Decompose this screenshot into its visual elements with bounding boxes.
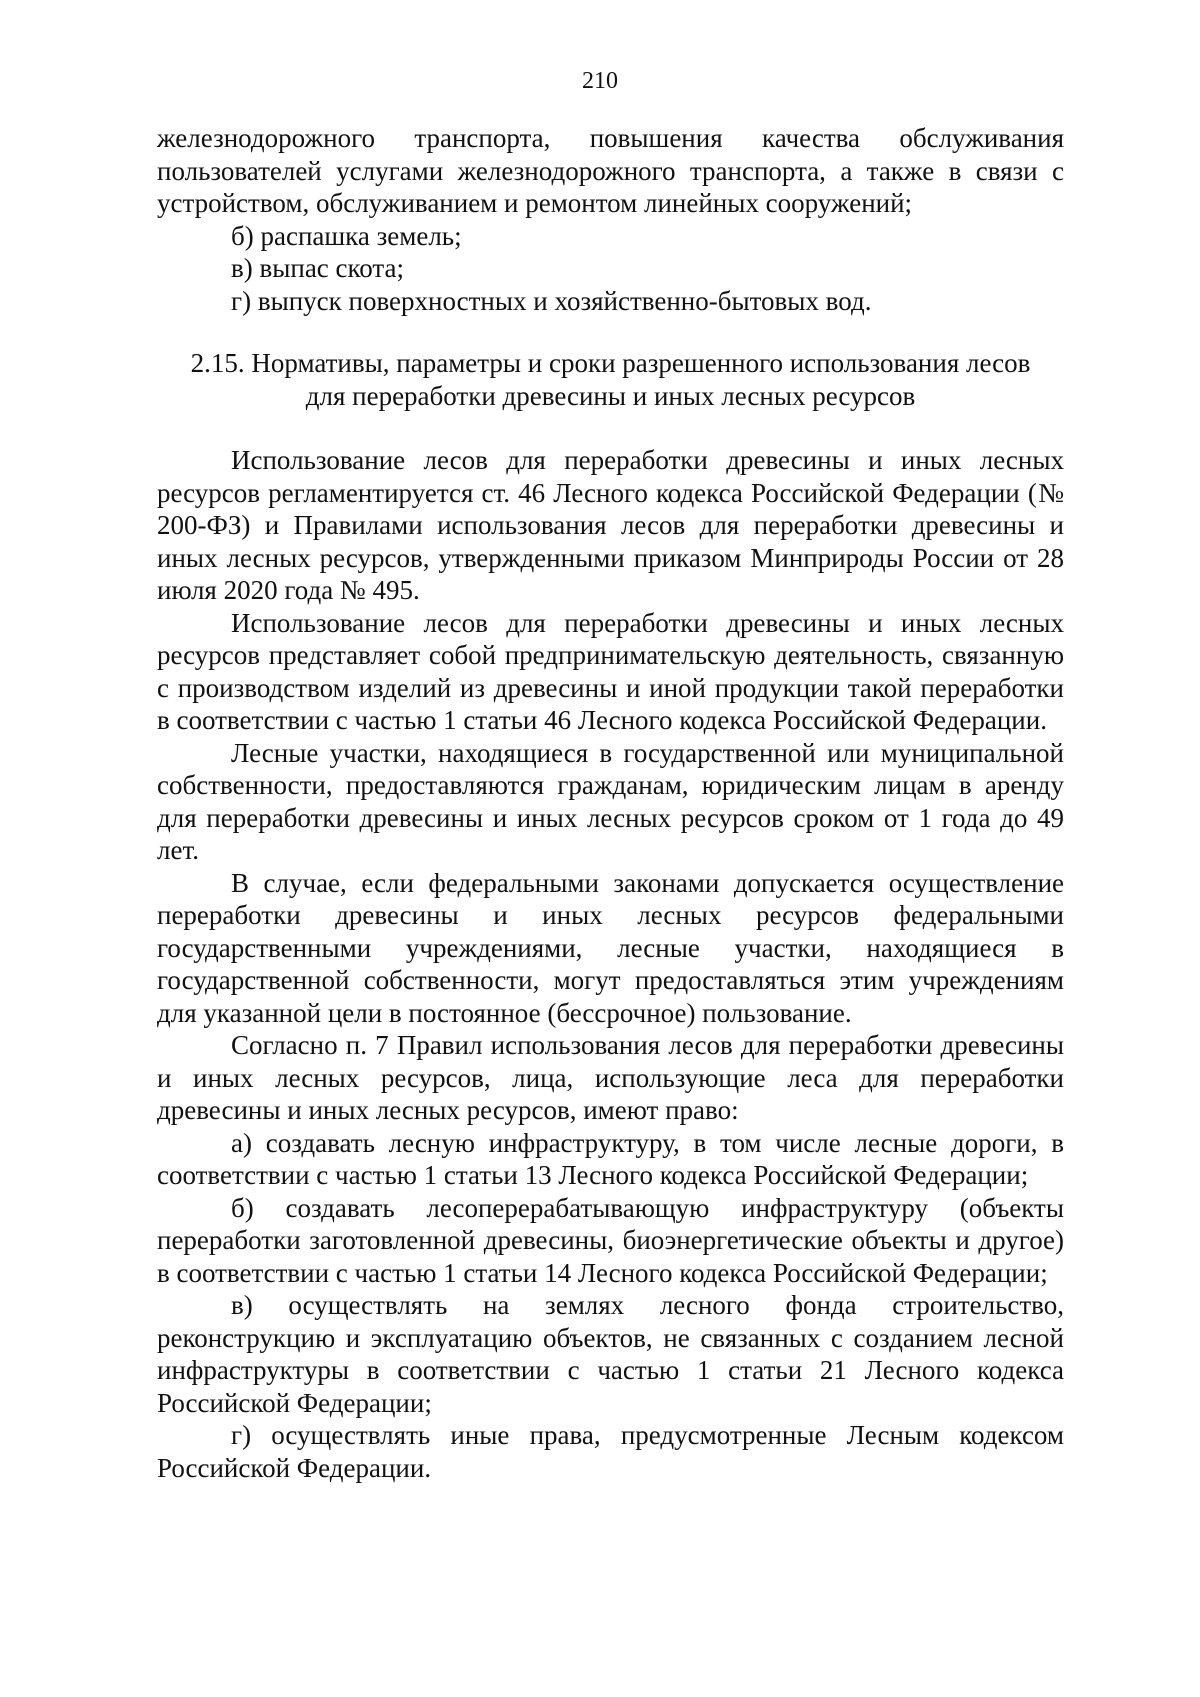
section-heading-line: 2.15. Нормативы, параметры и сроки разрешенного использования лесов: [190, 348, 1031, 378]
section-heading: [157, 347, 1064, 412]
list-item: г) выпуск поверхностных и хозяйственно-бытовых вод.: [231, 285, 872, 316]
page-number: 210: [582, 68, 618, 94]
list-item: а) создавать лесную инфраструктуру, в том числе лесные дороги, в соответствии с частью 1 статьи 13 Лесного кодекса Российской Федерации;: [157, 1127, 1064, 1190]
top-paragraph: железнодорожного транспорта, повышения качества обслуживания пользователей услугами железнодорожного транспорта, а также в связи с устройством, обслуживанием и ремонтом линейных сооружений;: [157, 123, 1064, 218]
paragraph: Использование лесов для переработки древесины и иных лесных ресурсов регламентируется ст. 46 Лесного кодекса Российской Федерации (№ 200-ФЗ) и Правилами использования лесов для переработки древесины и иных лесных ресурсов, утвержденными приказом Минприроды России от 28 июля 2020 года № 495.: [157, 445, 1064, 605]
list-item: б) распашка земель;: [231, 220, 462, 251]
paragraph: В случае, если федеральными законами допускается осуществление переработки древесины и иных лесных ресурсов федеральными государственными учреждениями, лесные участки, находящиеся в государственной собственности, могут предоставляться этим учреждениям для указанной цели в постоянное (бессрочное) пользование.: [157, 867, 1064, 1028]
list-item: б) создавать лесоперерабатывающую инфраструктуру (объекты переработки заготовленной древесины, биоэнергетические объекты и другое) в соответствии с частью 1 статьи 14 Лесного кодекса Российской Федерации;: [157, 1192, 1064, 1288]
paragraph: Лесные участки, находящиеся в государственной или муниципальной собственности, предоставляются гражданам, юридическим лицам в аренду для переработки древесины и иных лесных ресурсов сроком от 1 года до 49 лет.: [157, 737, 1064, 865]
list-item: в) осуществлять на землях лесного фонда строительство, реконструкцию и эксплуатацию объектов, не связанных с созданием лесной инфраструктуры в соответствии с частью 1 статьи 21 Лесного кодекса Российской Федерации;: [157, 1290, 1064, 1418]
list-item: г) осуществлять иные права, предусмотренные Лесным кодексом Российской Федерации.: [157, 1420, 1064, 1483]
paragraph: Согласно п. 7 Правил использования лесов для переработки древесины и иных лесных ресурсов, лица, использующие леса для переработки древесины и иных лесных ресурсов, имеют право:: [157, 1030, 1064, 1125]
section-heading-line: для переработки древесины и иных лесных ресурсов: [305, 380, 916, 411]
document-body: [157, 122, 1064, 1484]
paragraph: Использование лесов для переработки древесины и иных лесных ресурсов представляет собой предпринимательскую деятельность, связанную с производством изделий из древесины и иной продукции такой переработки в соответствии с частью 1 статьи 46 Лесного кодекса Российской Федерации.: [157, 607, 1064, 735]
list-item: в) выпас скота;: [231, 253, 405, 283]
